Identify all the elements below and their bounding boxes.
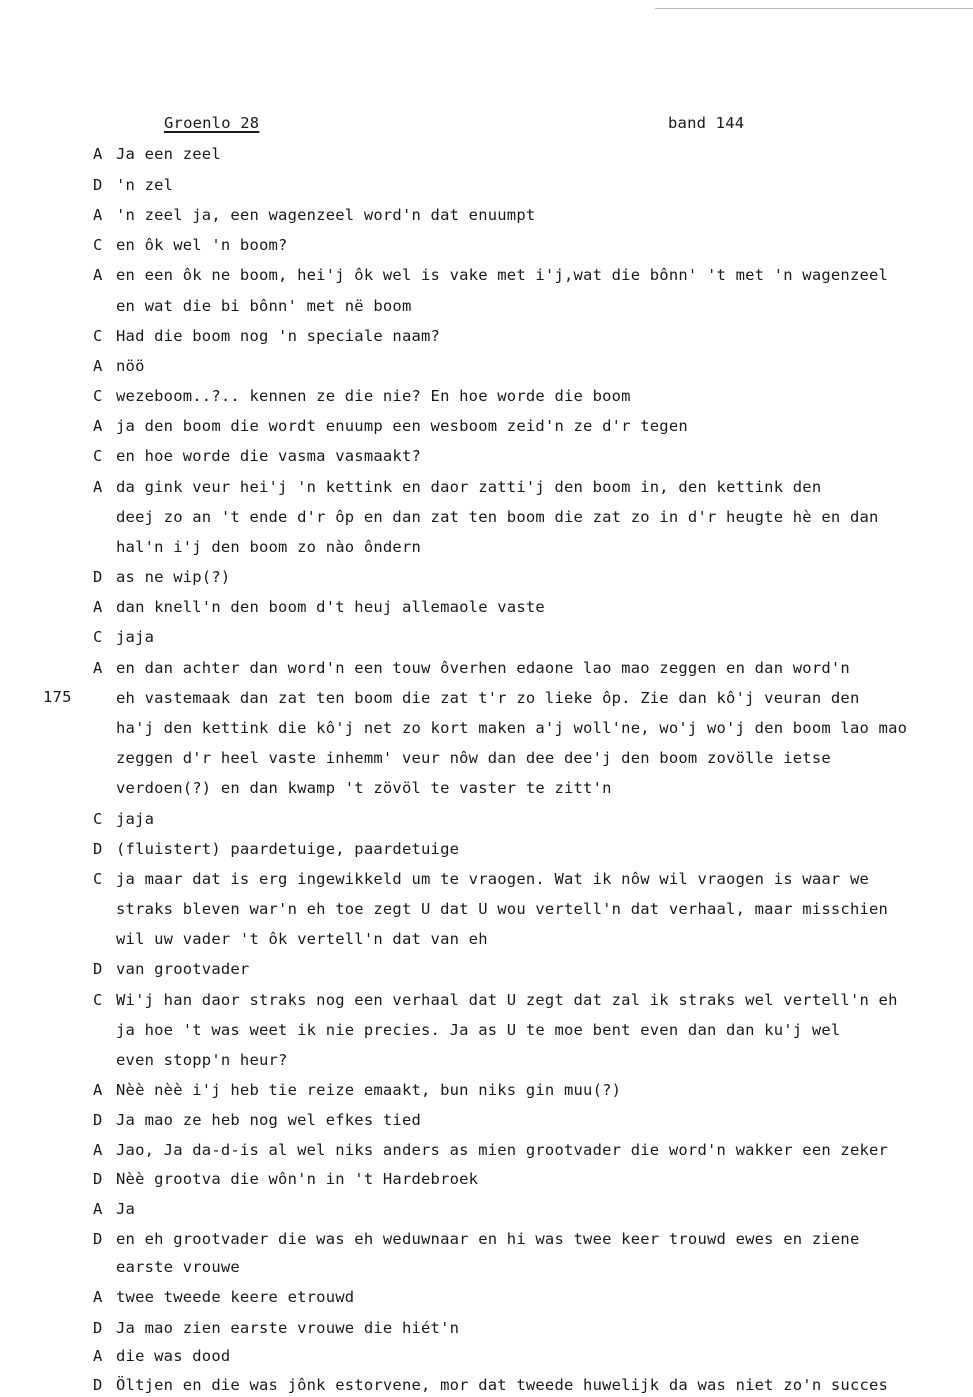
- speaker-label: C: [93, 236, 103, 254]
- speaker-label: C: [93, 870, 103, 888]
- utterance-text: Ja mao ze heb nog wel efkes tied: [116, 1111, 422, 1129]
- utterance-text: wil uw vader 't ôk vertell'n dat van eh: [116, 930, 488, 948]
- utterance-text: dan knell'n den boom d't heuj allemaole vaste: [116, 598, 545, 616]
- speaker-label: A: [93, 1347, 103, 1365]
- utterance-text: earste vrouwe: [116, 1258, 240, 1276]
- utterance-text: Nèè nèè i'j heb tie reize emaakt, bun niks gin muu(?): [116, 1081, 622, 1099]
- utterance-text: eh vastemaak dan zat ten boom die zat t'r zo lieke ôp. Zie dan kô'j veuran den: [116, 689, 860, 707]
- utterance-text: Wi'j han daor straks nog een verhaal dat U zegt dat zal ik straks wel vertell'n eh: [116, 991, 898, 1009]
- utterance-text: van grootvader: [116, 960, 250, 978]
- utterance-text: Had die boom nog 'n speciale naam?: [116, 327, 441, 345]
- utterance-text: ja hoe 't was weet ik nie precies. Ja as U te moe bent even dan dan ku'j wel: [116, 1021, 841, 1039]
- speaker-label: A: [93, 206, 103, 224]
- speaker-label: D: [93, 1111, 103, 1129]
- speaker-label: C: [93, 327, 103, 345]
- utterance-text: Nèè grootva die wôn'n in 't Hardebroek: [116, 1170, 479, 1188]
- utterance-text: even stopp'n heur?: [116, 1051, 288, 1069]
- utterance-text: zeggen d'r heel vaste inhemm' veur nôw dan dee dee'j den boom zovölle ietse: [116, 749, 831, 767]
- speaker-label: D: [93, 176, 103, 194]
- utterance-text: jaja: [116, 628, 155, 646]
- utterance-text: hal'n i'j den boom zo nào ôndern: [116, 538, 422, 556]
- utterance-text: deej zo an 't ende d'r ôp en dan zat ten boom die zat zo in d'r heugte hè en dan: [116, 508, 879, 526]
- utterance-text: straks bleven war'n eh toe zegt U dat U wou vertell'n dat verhaal, maar misschien: [116, 900, 889, 918]
- utterance-text: Ja een zeel: [116, 145, 221, 163]
- speaker-label: D: [93, 1230, 103, 1248]
- utterance-text: Jao, Ja da-d-is al wel niks anders as mien grootvader die word'n wakker een zeker: [116, 1141, 889, 1159]
- utterance-text: en eh grootvader die was eh weduwnaar en hi was twee keer trouwd ewes en ziene: [116, 1230, 860, 1248]
- speaker-label: C: [93, 628, 103, 646]
- speaker-label: D: [93, 1319, 103, 1337]
- utterance-text: twee tweede keere etrouwd: [116, 1288, 355, 1306]
- speaker-label: A: [93, 417, 103, 435]
- speaker-label: C: [93, 387, 103, 405]
- speaker-label: D: [93, 840, 103, 858]
- utterance-text: en een ôk ne boom, hei'j ôk wel is vake met i'j,wat die bônn' 't met 'n wagenzeel: [116, 266, 889, 284]
- speaker-label: A: [93, 1141, 103, 1159]
- utterance-text: da gink veur hei'j 'n kettink en daor zatti'j den boom in, den kettink den: [116, 478, 822, 496]
- speaker-label: D: [93, 568, 103, 586]
- utterance-text: en hoe worde die vasma vasmaakt?: [116, 447, 422, 465]
- utterance-text: as ne wip(?): [116, 568, 231, 586]
- speaker-label: A: [93, 266, 103, 284]
- utterance-text: die was dood: [116, 1347, 231, 1365]
- utterance-text: en ôk wel 'n boom?: [116, 236, 288, 254]
- speaker-label: A: [93, 357, 103, 375]
- header-band-number: band 144: [668, 114, 745, 132]
- utterance-text: ja den boom die wordt enuump een wesboom zeid'n ze d'r tegen: [116, 417, 688, 435]
- utterance-text: ha'j den kettink die kô'j net zo kort maken a'j woll'ne, wo'j wo'j den boom lao mao: [116, 719, 908, 737]
- speaker-label: C: [93, 810, 103, 828]
- utterance-text: 'n zeel ja, een wagenzeel word'n dat enuumpt: [116, 206, 536, 224]
- utterance-text: en dan achter dan word'n een touw ôverhen edaone lao mao zeggen en dan word'n: [116, 659, 850, 677]
- speaker-label: D: [93, 1170, 103, 1188]
- utterance-text: nöö: [116, 357, 145, 375]
- utterance-text: 'n zel: [116, 176, 174, 194]
- speaker-label: A: [93, 1288, 103, 1306]
- utterance-text: ja maar dat is erg ingewikkeld um te vraogen. Wat ik nôw wil vraogen is waar we: [116, 870, 870, 888]
- utterance-text: Öltjen en die was jônk estorvene, mor dat tweede huwelijk da was niet zo'n succes: [116, 1376, 889, 1394]
- speaker-label: A: [93, 478, 103, 496]
- utterance-text: wezeboom..?.. kennen ze die nie? En hoe worde die boom: [116, 387, 631, 405]
- speaker-label: D: [93, 960, 103, 978]
- speaker-label: D: [93, 1376, 103, 1394]
- utterance-text: (fluistert) paardetuige, paardetuige: [116, 840, 460, 858]
- speaker-label: C: [93, 447, 103, 465]
- utterance-text: Ja: [116, 1200, 136, 1218]
- speaker-label: A: [93, 1081, 103, 1099]
- utterance-text: Ja mao zien earste vrouwe die hiét'n: [116, 1319, 460, 1337]
- utterance-text: jaja: [116, 810, 155, 828]
- top-border-line: [655, 8, 973, 9]
- speaker-label: C: [93, 991, 103, 1009]
- header-location: Groenlo 28: [164, 114, 260, 132]
- utterance-text: en wat die bi bônn' met në boom: [116, 297, 412, 315]
- speaker-label: A: [93, 1200, 103, 1218]
- speaker-label: A: [93, 145, 103, 163]
- utterance-text: verdoen(?) en dan kwamp 't zövöl te vaster te zitt'n: [116, 779, 612, 797]
- speaker-label: A: [93, 659, 103, 677]
- speaker-label: A: [93, 598, 103, 616]
- margin-counter: 175: [43, 688, 72, 706]
